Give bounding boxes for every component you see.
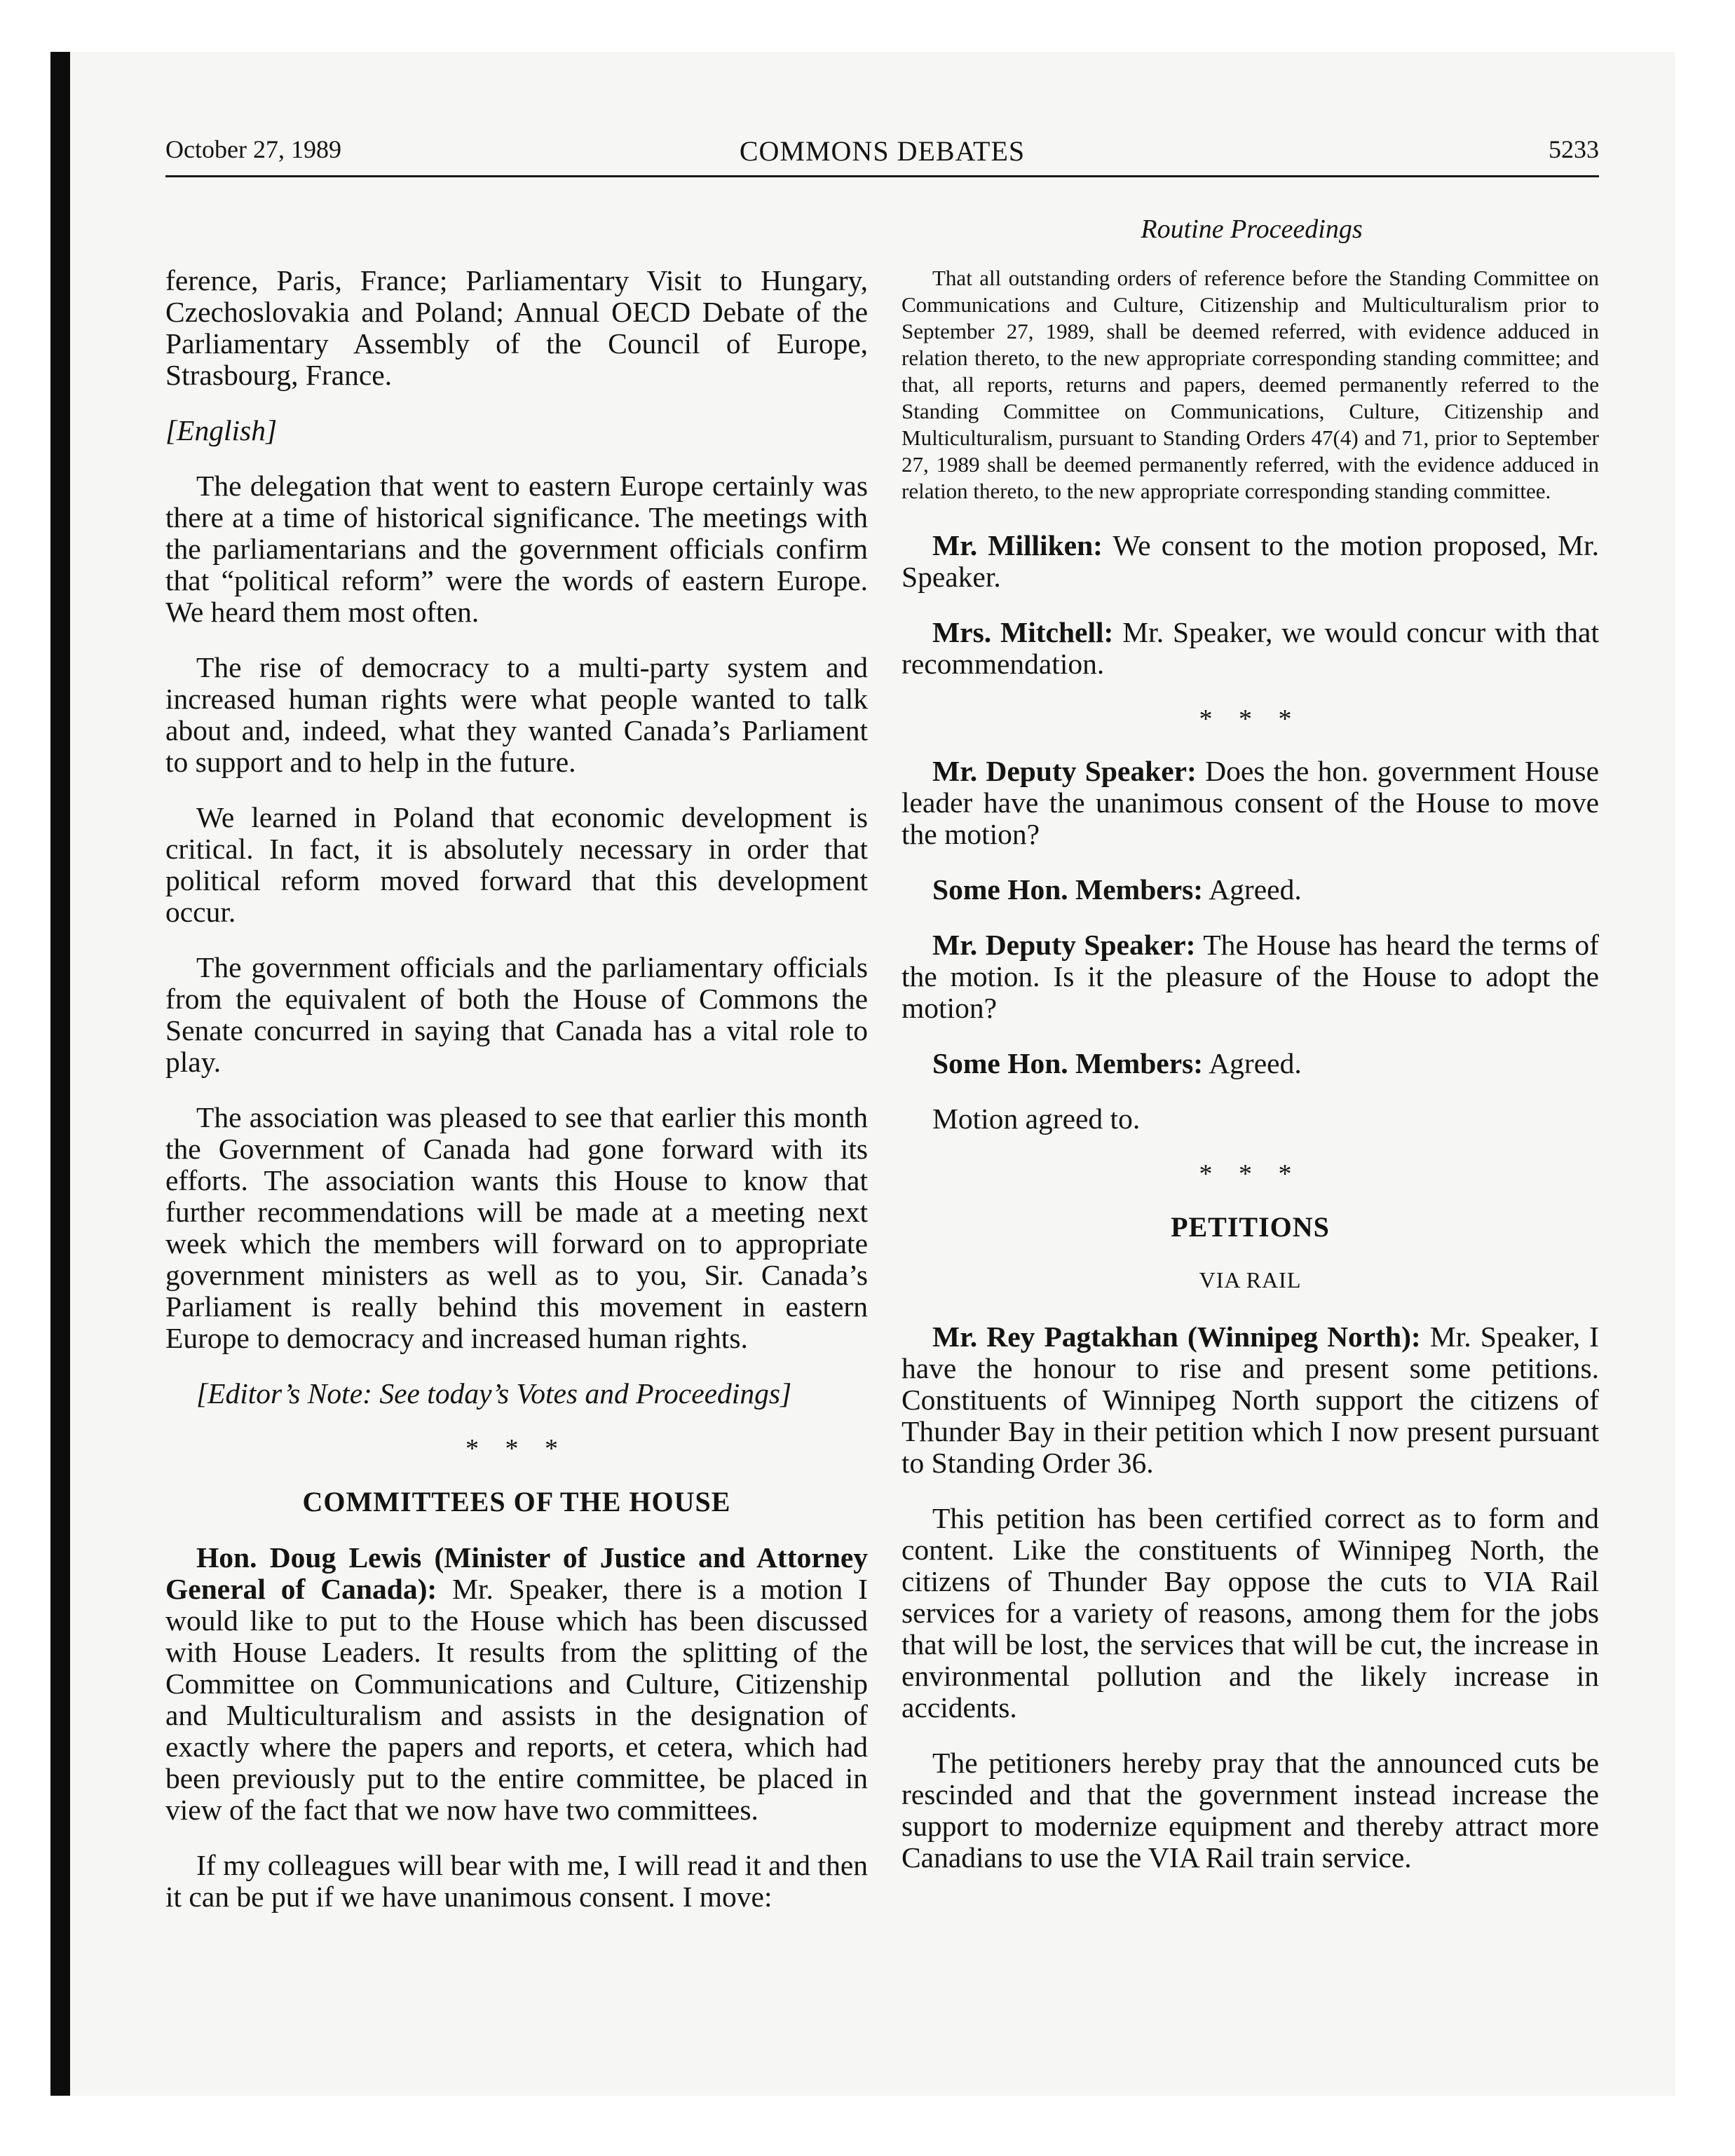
motion-text: That all outstanding orders of reference before the Standing Committee on Communications and Culture, Citizenship and Multiculturalism prior to September 27, 1989, shall be deemed referred, with evidence adduced in relation thereto, to the new appropriate corresponding standing committee; and that, all reports, returns and papers, deemed permanently referred to the Standing Committee on Communications, Culture, Citizenship and Multiculturalism, pursuant to Standing Orders 47(4) and 71, prior to September 27, 1989 shall be deemed permanently referred, with the evidence adduced in relation thereto, to the new appropriate corresponding standing committee. (901, 266, 1599, 503)
speech-paragraph (901, 617, 1599, 680)
header-rule (165, 175, 1599, 177)
speech-paragraph (901, 1321, 1599, 1479)
paragraph: The rise of democracy to a multi-party system and increased human rights were what people wanted to talk about and, indeed, what they wanted Canada’s Parliament to support and to help in the future. (165, 651, 868, 778)
paragraph: This petition has been certified correct as to form and content. Like the constituents of Winnipeg North, the citizens of Thunder Bay oppose the cuts to VIA Rail services for a variety of reasons, among them for the jobs that will be lost, the services that will be cut, the increase in environmental pollution and the likely increase in accidents. (901, 1502, 1599, 1724)
speech-text: Agreed. (1203, 1047, 1302, 1079)
section-separator: * * * (1199, 704, 1302, 734)
speech-text: We consent to the motion proposed, Mr. Speaker. (901, 529, 1599, 593)
section-separator: * * * (465, 1434, 568, 1464)
speech-paragraph (901, 530, 1599, 593)
paragraph: ference, Paris, France; Parliamentary Visit to Hungary, Czechoslovakia and Poland; Annual OECD Debate of the Parliamentary Assembly of the Council of Europe, Strasbourg, France. (165, 264, 868, 391)
section-separator: * * * (1199, 1159, 1302, 1189)
paragraph: The government officials and the parliamentary officials from the equivalent of both the House of Commons the Senate concurred in saying that Canada has a vital role to play. (165, 951, 868, 1078)
right-column (901, 265, 1599, 1897)
speaker-name: Mr. Milliken: (932, 529, 1103, 561)
speech-paragraph (901, 874, 1599, 906)
paragraph: If my colleagues will bear with me, I will read it and then it can be put if we have unanimous consent. I move: (165, 1849, 868, 1913)
section-title: Routine Proceedings (1141, 214, 1363, 244)
speech-text: Mr. Speaker, I have the honour to rise and present some petitions. Constituents of Winnipeg North support the citizens of Thunder Bay in their petition which I now present pursuant to Standing Order 36. (901, 1321, 1599, 1479)
paragraph: The association was pleased to see that earlier this month the Government of Canada had gone forward with its efforts. The association wants this House to know that further recommendations will be made at a meeting next week which the members will forward on to appropriate government ministers as well as to you, Sir. Canada’s Parliament is really behind this movement in eastern Europe to democracy and increased human rights. (165, 1101, 868, 1354)
speech-text: The House has heard the terms of the motion. Is it the pleasure of the House to adopt the motion? (901, 929, 1599, 1024)
speech-text: Mr. Speaker, we would concur with that recommendation. (901, 616, 1599, 680)
speaker-name: Mr. Deputy Speaker: (932, 929, 1196, 961)
speaker-name: Hon. Doug Lewis (Minister of Justice and Attorney General of Canada): (165, 1541, 868, 1605)
page-number: 5233 (1549, 135, 1599, 163)
speaker-name: Mr. Rey Pagtakhan (Winnipeg North): (932, 1321, 1421, 1353)
speaker-name: Mrs. Mitchell: (932, 616, 1114, 648)
scan-edge-shadow (50, 52, 70, 2096)
page-date: October 27, 1989 (165, 135, 341, 163)
speaker-name: Some Hon. Members: (932, 873, 1204, 906)
speech-text: Does the hon. government House leader have the unanimous consent of the House to move the motion? (901, 755, 1599, 850)
section-heading: COMMITTEES OF THE HOUSE (302, 1486, 731, 1517)
speech-text: Agreed. (1203, 873, 1302, 906)
paragraph: The delegation that went to eastern Europe certainly was there at a time of historical significance. The meetings with the parliamentarians and the government officials confirm that “political reform” were the words of eastern Europe. We heard them most often. (165, 470, 868, 628)
speech-paragraph (165, 1542, 868, 1826)
left-column (165, 265, 868, 1937)
paragraph: Motion agreed to. (932, 1103, 1141, 1135)
speech-paragraph (901, 1048, 1599, 1079)
language-tag: [English] (165, 414, 278, 446)
running-head (165, 128, 1599, 177)
section-subheading: VIA RAIL (1199, 1267, 1302, 1292)
speaker-name: Some Hon. Members: (932, 1047, 1204, 1079)
editors-note: [Editor’s Note: See today’s Votes and Proceedings] (196, 1377, 792, 1410)
speech-paragraph (901, 929, 1599, 1024)
journal-title: COMMONS DEBATES (739, 135, 1026, 167)
speaker-name: Mr. Deputy Speaker: (932, 755, 1197, 787)
section-heading: PETITIONS (1171, 1211, 1330, 1243)
paragraph: The petitioners hereby pray that the announced cuts be rescinded and that the government instead increase the support to modernize equipment and thereby attract more Canadians to use the VIA Rail train service. (901, 1747, 1599, 1874)
speech-paragraph (901, 756, 1599, 850)
paragraph: We learned in Poland that economic development is critical. In fact, it is absolutely necessary in order that political reform moved forward that this development occur. (165, 801, 868, 928)
speech-text: Mr. Speaker, there is a motion I would like to put to the House which has been discussed with House Leaders. It results from the splitting of the Committee on Communications and Culture, Citizenship and Multiculturalism and assists in the designation of exactly where the papers and reports, et cetera, which had been previously put to the entire committee, be placed in view of the fact that we now have two committees. (165, 1573, 868, 1826)
